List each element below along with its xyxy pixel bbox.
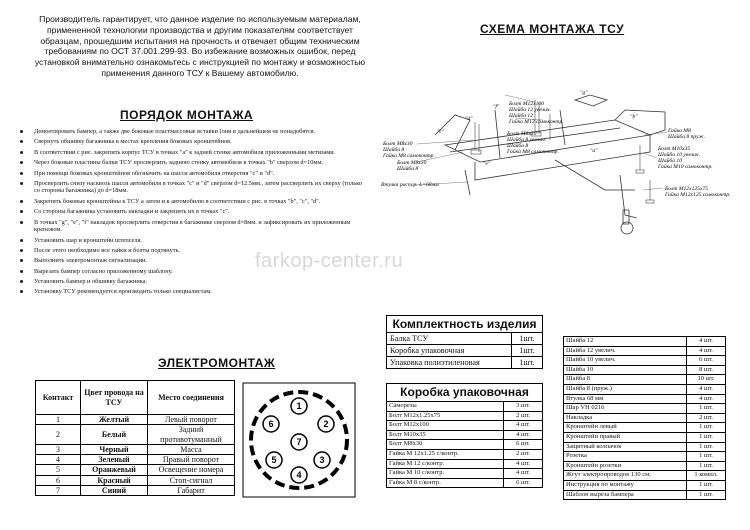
label-top1-2: Шайба 12 (509, 113, 534, 119)
table-row: Втулка 68 мм 4 шт. (564, 394, 726, 404)
table-row: Защитный колпачок 1 шт. (564, 442, 726, 452)
pin-4: 4 (296, 470, 302, 480)
label-left2-1: Шайба 8 (397, 166, 419, 172)
parts-table (563, 336, 726, 500)
list-item: После этого необходимо все гайки и болты подтянуть. (18, 247, 368, 255)
label-top2-0: Болт М8х30 (507, 131, 537, 137)
label-right2-0: Болт М10х35 (658, 146, 691, 152)
point-f: "f" (493, 104, 500, 110)
list-item: Установить шар и кронштейн штепселя. (18, 237, 368, 245)
pin-3: 3 (319, 455, 325, 465)
label-sleeve: Втулка распор. L=68мм (381, 182, 439, 188)
scheme-title: СХЕМА МОНТАЖА ТСУ (480, 22, 625, 36)
table-row: Гайка М 8 с/контр. 6 шт. (387, 478, 543, 488)
order-title: ПОРЯДОК МОНТАЖА (120, 108, 254, 122)
list-item: Закрепить боковые кронштейны к ТСУ а затем и к автомобилю в соответствии с рис. в точках "b", "c", "d". (18, 198, 368, 206)
socket-pinout-diagram (242, 382, 357, 500)
pin-7: 7 (296, 437, 302, 447)
table-row: Коробка упаковочная 1шт. (387, 345, 543, 357)
table-row: Саморезы 3 шт. (387, 402, 543, 412)
label-right2-1: Шайба 10 увелич. (658, 152, 700, 158)
list-item: Через боковые пластины балки ТСУ просверлить заднюю стенку автомобиля в точках "b" сверлом d=10мм. (18, 159, 368, 167)
pin-1: 1 (296, 401, 302, 411)
table-row: Гайка М 12 с/контр. 4 шт. (387, 459, 543, 469)
list-item: При помощи боковых кронштейнов обозначить на шасси автомобиля отверстия "c" и "d". (18, 170, 368, 178)
table-row: Шайба 12 4 шт. (564, 337, 726, 347)
col-header-contact: Контакт (36, 381, 81, 415)
list-item: Выполнить электромонтаж сигнализации. (18, 257, 368, 265)
list-item: Просверлить снизу насквозь шасси автомобиля в точках "c" и "d" сверлом d=12.5мм., затем рассверлить их сверху (только со стороны багажника) до d=18мм. (18, 180, 368, 195)
pin-6: 6 (268, 419, 274, 429)
box-table (386, 383, 543, 488)
table-row: 3 Черный Масса (36, 444, 235, 454)
table-row: Шайба 10 8 шт. (564, 365, 726, 375)
kit-table (386, 315, 543, 369)
table-row: Инструкция по монтажу 1 шт. (564, 480, 726, 490)
table-row: Шар VH 0216 1 шт. (564, 404, 726, 414)
label-right3-1: Гайка М12х125 самоконтр. (665, 192, 731, 198)
point-g: "g" (580, 90, 588, 96)
list-item: Демонтировать бампер, а также две боковые пластмассовые вставки (они в дальнейшем не понадобятся. (18, 128, 368, 136)
pin-2: 2 (323, 419, 329, 429)
table-row: Болт М12х1.25х75 2 шт. (387, 411, 543, 421)
mounting-diagram (375, 40, 740, 250)
table-row: Шайба 8 10 шт. (564, 375, 726, 385)
list-item: Установить бампер и обшивку багажника. (18, 278, 368, 286)
elec-title: ЭЛЕКТРОМОНТАЖ (158, 356, 276, 370)
label-right1-0: Гайка М8 (668, 128, 691, 134)
label-top1-0: Болт М12х100 (509, 101, 544, 107)
label-top1-1: Шайба 12 увелич. (509, 107, 551, 113)
label-right2-2: Шайба 10 (658, 158, 683, 164)
intro-text: Производитель гарантирует, что данное изделие по используемым материалам, примененной технологии производства и другим показателям соответствует образцам, прошедшим испытания на прочность и отвечает общим техническим требованиям по ОСТ 37.001.299-93. Во избежание возможных ошибок, перед установкой внимательно ознакомьтесь с инструкцией по монтажу и возможностью применения данного ТСУ к Вашему автомобилю. (34, 14, 366, 78)
table-row: Шайба 12 увелич. 4 шт. (564, 346, 726, 356)
label-left1-2: Гайка М8 самоконтр. (383, 153, 435, 159)
table-row: 2 Белый Задний противотуманный (36, 425, 235, 445)
label-top1-3: Гайка М12 самоконтр. (509, 119, 564, 125)
table-row: Кронштейн правый 1 шт. (564, 432, 726, 442)
label-right1-1: Шайба 8 пруж. (668, 134, 706, 140)
label-right2-3: Гайка М10 самоконтр. (658, 164, 713, 170)
wiring-table (35, 380, 235, 496)
label-top2-2: Шайба 8 (507, 143, 529, 149)
table-row: 6 Красный Стоп-сигнал (36, 475, 235, 485)
table-row: Болт М12х100 4 шт. (387, 421, 543, 431)
steps-list (18, 128, 368, 299)
table-row: Жгут электропроводов 130 см. 1 компл. (564, 471, 726, 481)
point-c: "c" (437, 129, 445, 135)
label-top2-3: Гайка М8 самоконтр. (507, 149, 559, 155)
label-left2-0: Болт М8х30 (397, 160, 427, 166)
table-row: Болт М10х35 4 шт. (387, 430, 543, 440)
point-b: "b" (630, 114, 638, 120)
table-row: Кронштейн левый 1 шт. (564, 423, 726, 433)
list-item: В соответствии с рис. закрепить корпус ТСУ в точках "а" к задней стенке автомобиля приложенными метизами. (18, 149, 368, 157)
table-row: Шайба 8 (пруж.) 4 шт. (564, 384, 726, 394)
kit-title: Комплектность изделия (387, 316, 543, 333)
table-row: Болт М8х30 6 шт. (387, 440, 543, 450)
list-item: Свернуть обшивку багажника в местах крепления боковых кронштейнов. (18, 138, 368, 146)
list-item: В точках "g", "e", "f" накладок просверлить отверстия в багажнике сверлом d=8мм. и зафиксировать их приложенным крепежом. (18, 219, 368, 234)
label-right3-0: Болт М12х125х75 (665, 186, 709, 192)
list-item: Вырезать бампер согласно приложенному шаблону. (18, 268, 368, 276)
table-row: 7 Синий Габарит (36, 486, 235, 496)
list-item: Установку ТСУ рекомендуется производить только специалистам. (18, 288, 368, 296)
table-row: Гайка М 12х1.25 с/контр. 2 шт. (387, 449, 543, 459)
col-header-color: Цвет провода на ТСУ (81, 381, 148, 415)
table-row: Балка ТСУ 1шт. (387, 333, 543, 345)
list-item: Со стороны багажника установить накладки и закрепить их в точках "c". (18, 208, 368, 216)
label-left1-1: Шайба 8 (383, 147, 405, 153)
table-row: Розетка 1 шт. (564, 452, 726, 462)
table-row: 1 Желтый Левый поворот (36, 415, 235, 425)
point-e: "e" (483, 161, 491, 167)
table-row: Кронштейн розетки 1 шт. (564, 461, 726, 471)
watermark: farkop-center.ru (255, 250, 404, 272)
label-top2-1: Шайба 8 увелич. (507, 137, 547, 143)
point-a: "a" (590, 148, 598, 154)
table-row: 4 Зеленый Правый поворот (36, 455, 235, 465)
table-row: Шаблон выреза бампера 1 шт. (564, 490, 726, 500)
label-left1-0: Болт М8х30 (383, 141, 413, 147)
col-header-place: Место соединения (148, 381, 235, 415)
box-title: Коробка упаковочная (387, 384, 543, 402)
table-row: Упаковка полиэтиленовая 1шт. (387, 357, 543, 369)
pin-5: 5 (271, 455, 277, 465)
table-row: Накладка 2 шт. (564, 413, 726, 423)
table-row: 5 Оранжевый Освещение номера (36, 465, 235, 475)
table-row: Шайба 10 увелич. 6 шт. (564, 356, 726, 366)
point-d: "d" (465, 116, 473, 122)
table-row: Гайка М 10 с/контр. 4 шт. (387, 469, 543, 479)
